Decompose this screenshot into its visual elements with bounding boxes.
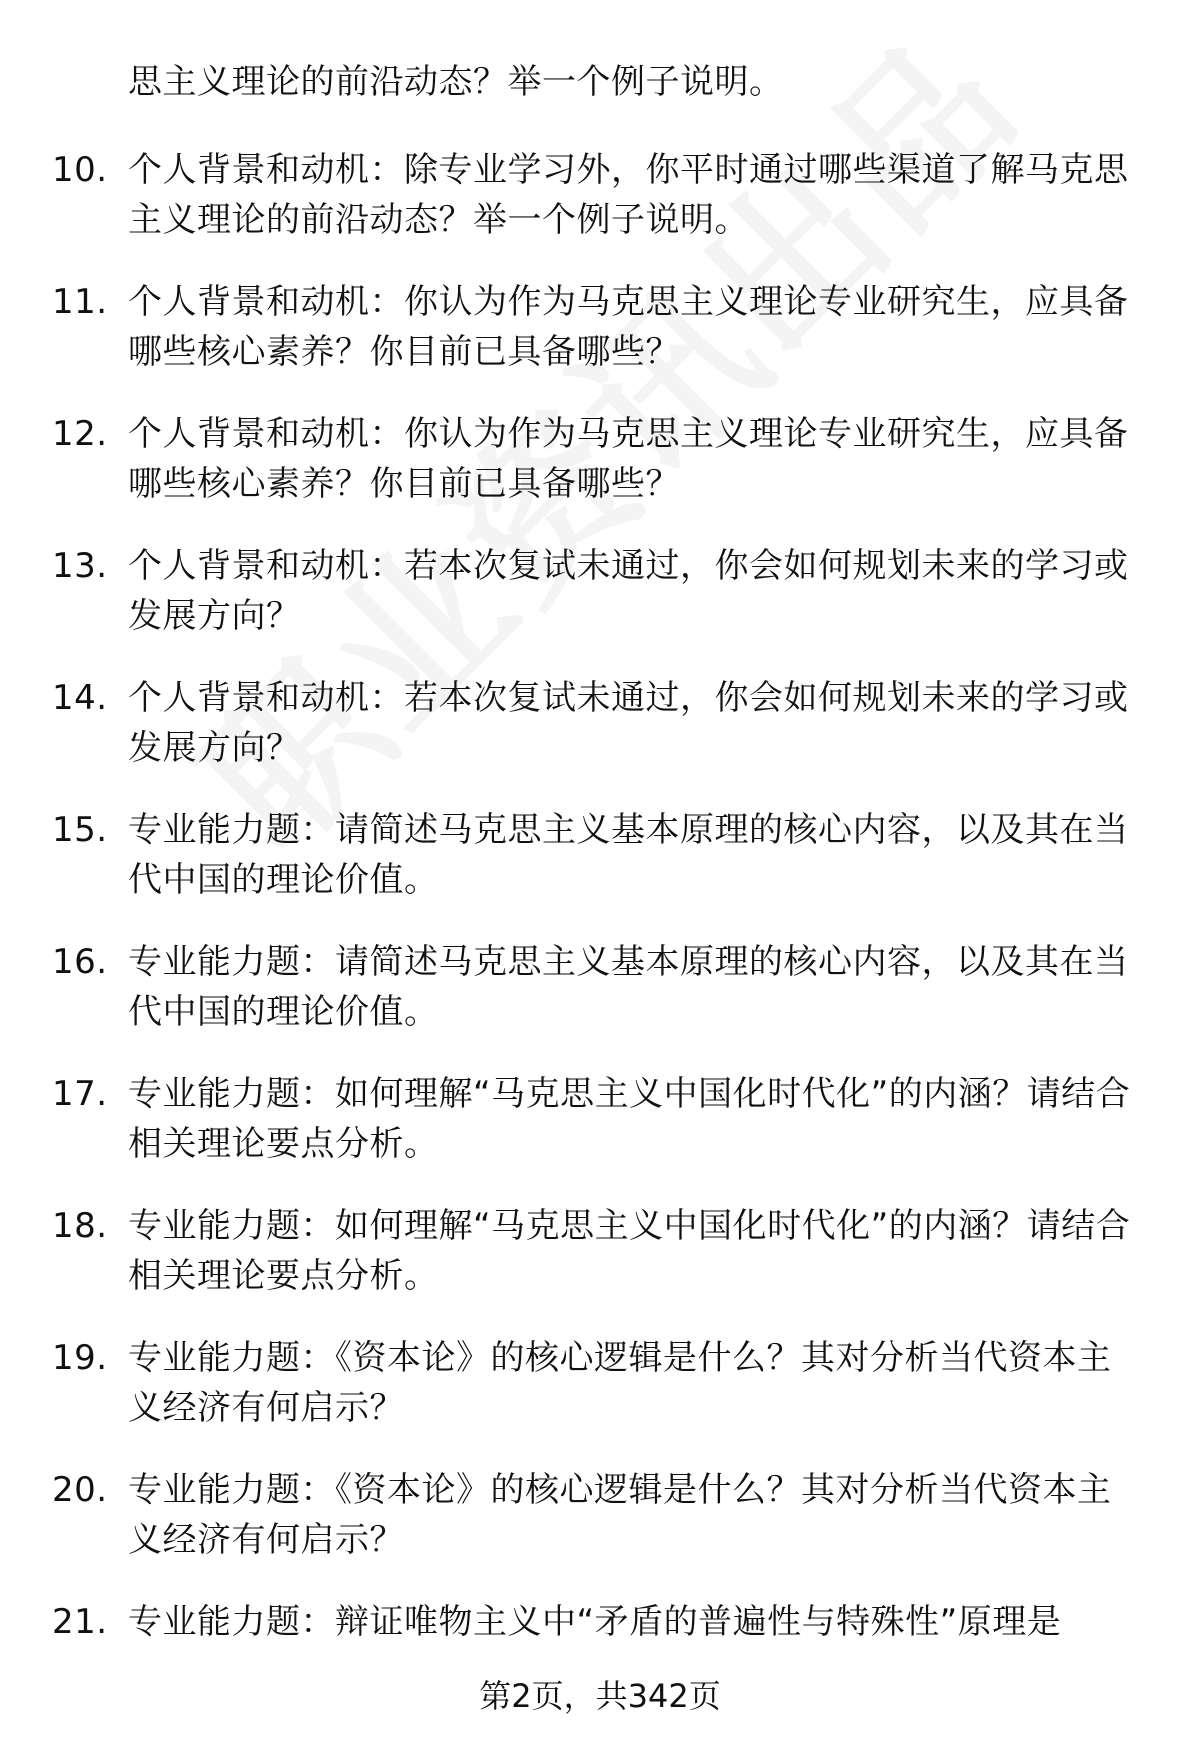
continued-question-text: 思主义理论的前沿动态？举一个例子说明。 — [128, 62, 784, 102]
question-text: 专业能力题：请简述马克思主义基本原理的核心内容，以及其在当代中国的理论价值。 — [128, 810, 1129, 900]
question-text: 专业能力题：请简述马克思主义基本原理的核心内容，以及其在当代中国的理论价值。 — [128, 942, 1129, 1032]
question-number: 13. — [52, 546, 108, 586]
question-number: 20. — [52, 1470, 108, 1510]
question-text: 个人背景和动机：你认为作为马克思主义理论专业研究生，应具备哪些核心素养？你目前已具备哪些？ — [128, 414, 1129, 504]
question-text: 专业能力题：《资本论》的核心逻辑是什么？其对分析当代资本主义经济有何启示？ — [128, 1338, 1112, 1428]
question-text: 专业能力题：如何理解“马克思主义中国化时代化”的内涵？请结合相关理论要点分析。 — [128, 1074, 1131, 1164]
question-number: 21. — [52, 1602, 108, 1642]
question-number: 12. — [52, 414, 108, 454]
question-number: 10. — [52, 150, 108, 190]
question-text: 专业能力题：如何理解“马克思主义中国化时代化”的内涵？请结合相关理论要点分析。 — [128, 1206, 1131, 1296]
question-number: 18. — [52, 1206, 108, 1246]
question-text: 专业能力题：《资本论》的核心逻辑是什么？其对分析当代资本主义经济有何启示？ — [128, 1470, 1112, 1560]
page-footer: 第2页，共342页 — [479, 1677, 721, 1715]
question-number: 16. — [52, 942, 108, 982]
question-text: 个人背景和动机：若本次复试未通过，你会如何规划未来的学习或发展方向？ — [128, 546, 1129, 636]
question-number: 14. — [52, 678, 108, 718]
question-text: 个人背景和动机：若本次复试未通过，你会如何规划未来的学习或发展方向？ — [128, 678, 1129, 768]
question-number: 15. — [52, 810, 108, 850]
question-text: 专业能力题：辩证唯物主义中“矛盾的普遍性与特殊性”原理是 — [128, 1602, 1062, 1642]
question-number: 19. — [52, 1338, 108, 1378]
question-text: 个人背景和动机：你认为作为马克思主义理论专业研究生，应具备哪些核心素养？你目前已具备哪些？ — [128, 282, 1129, 372]
question-number: 11. — [52, 282, 108, 322]
question-number: 17. — [52, 1074, 108, 1114]
question-text: 个人背景和动机：除专业学习外，你平时通过哪些渠道了解马克思主义理论的前沿动态？举一个例子说明。 — [128, 150, 1129, 240]
